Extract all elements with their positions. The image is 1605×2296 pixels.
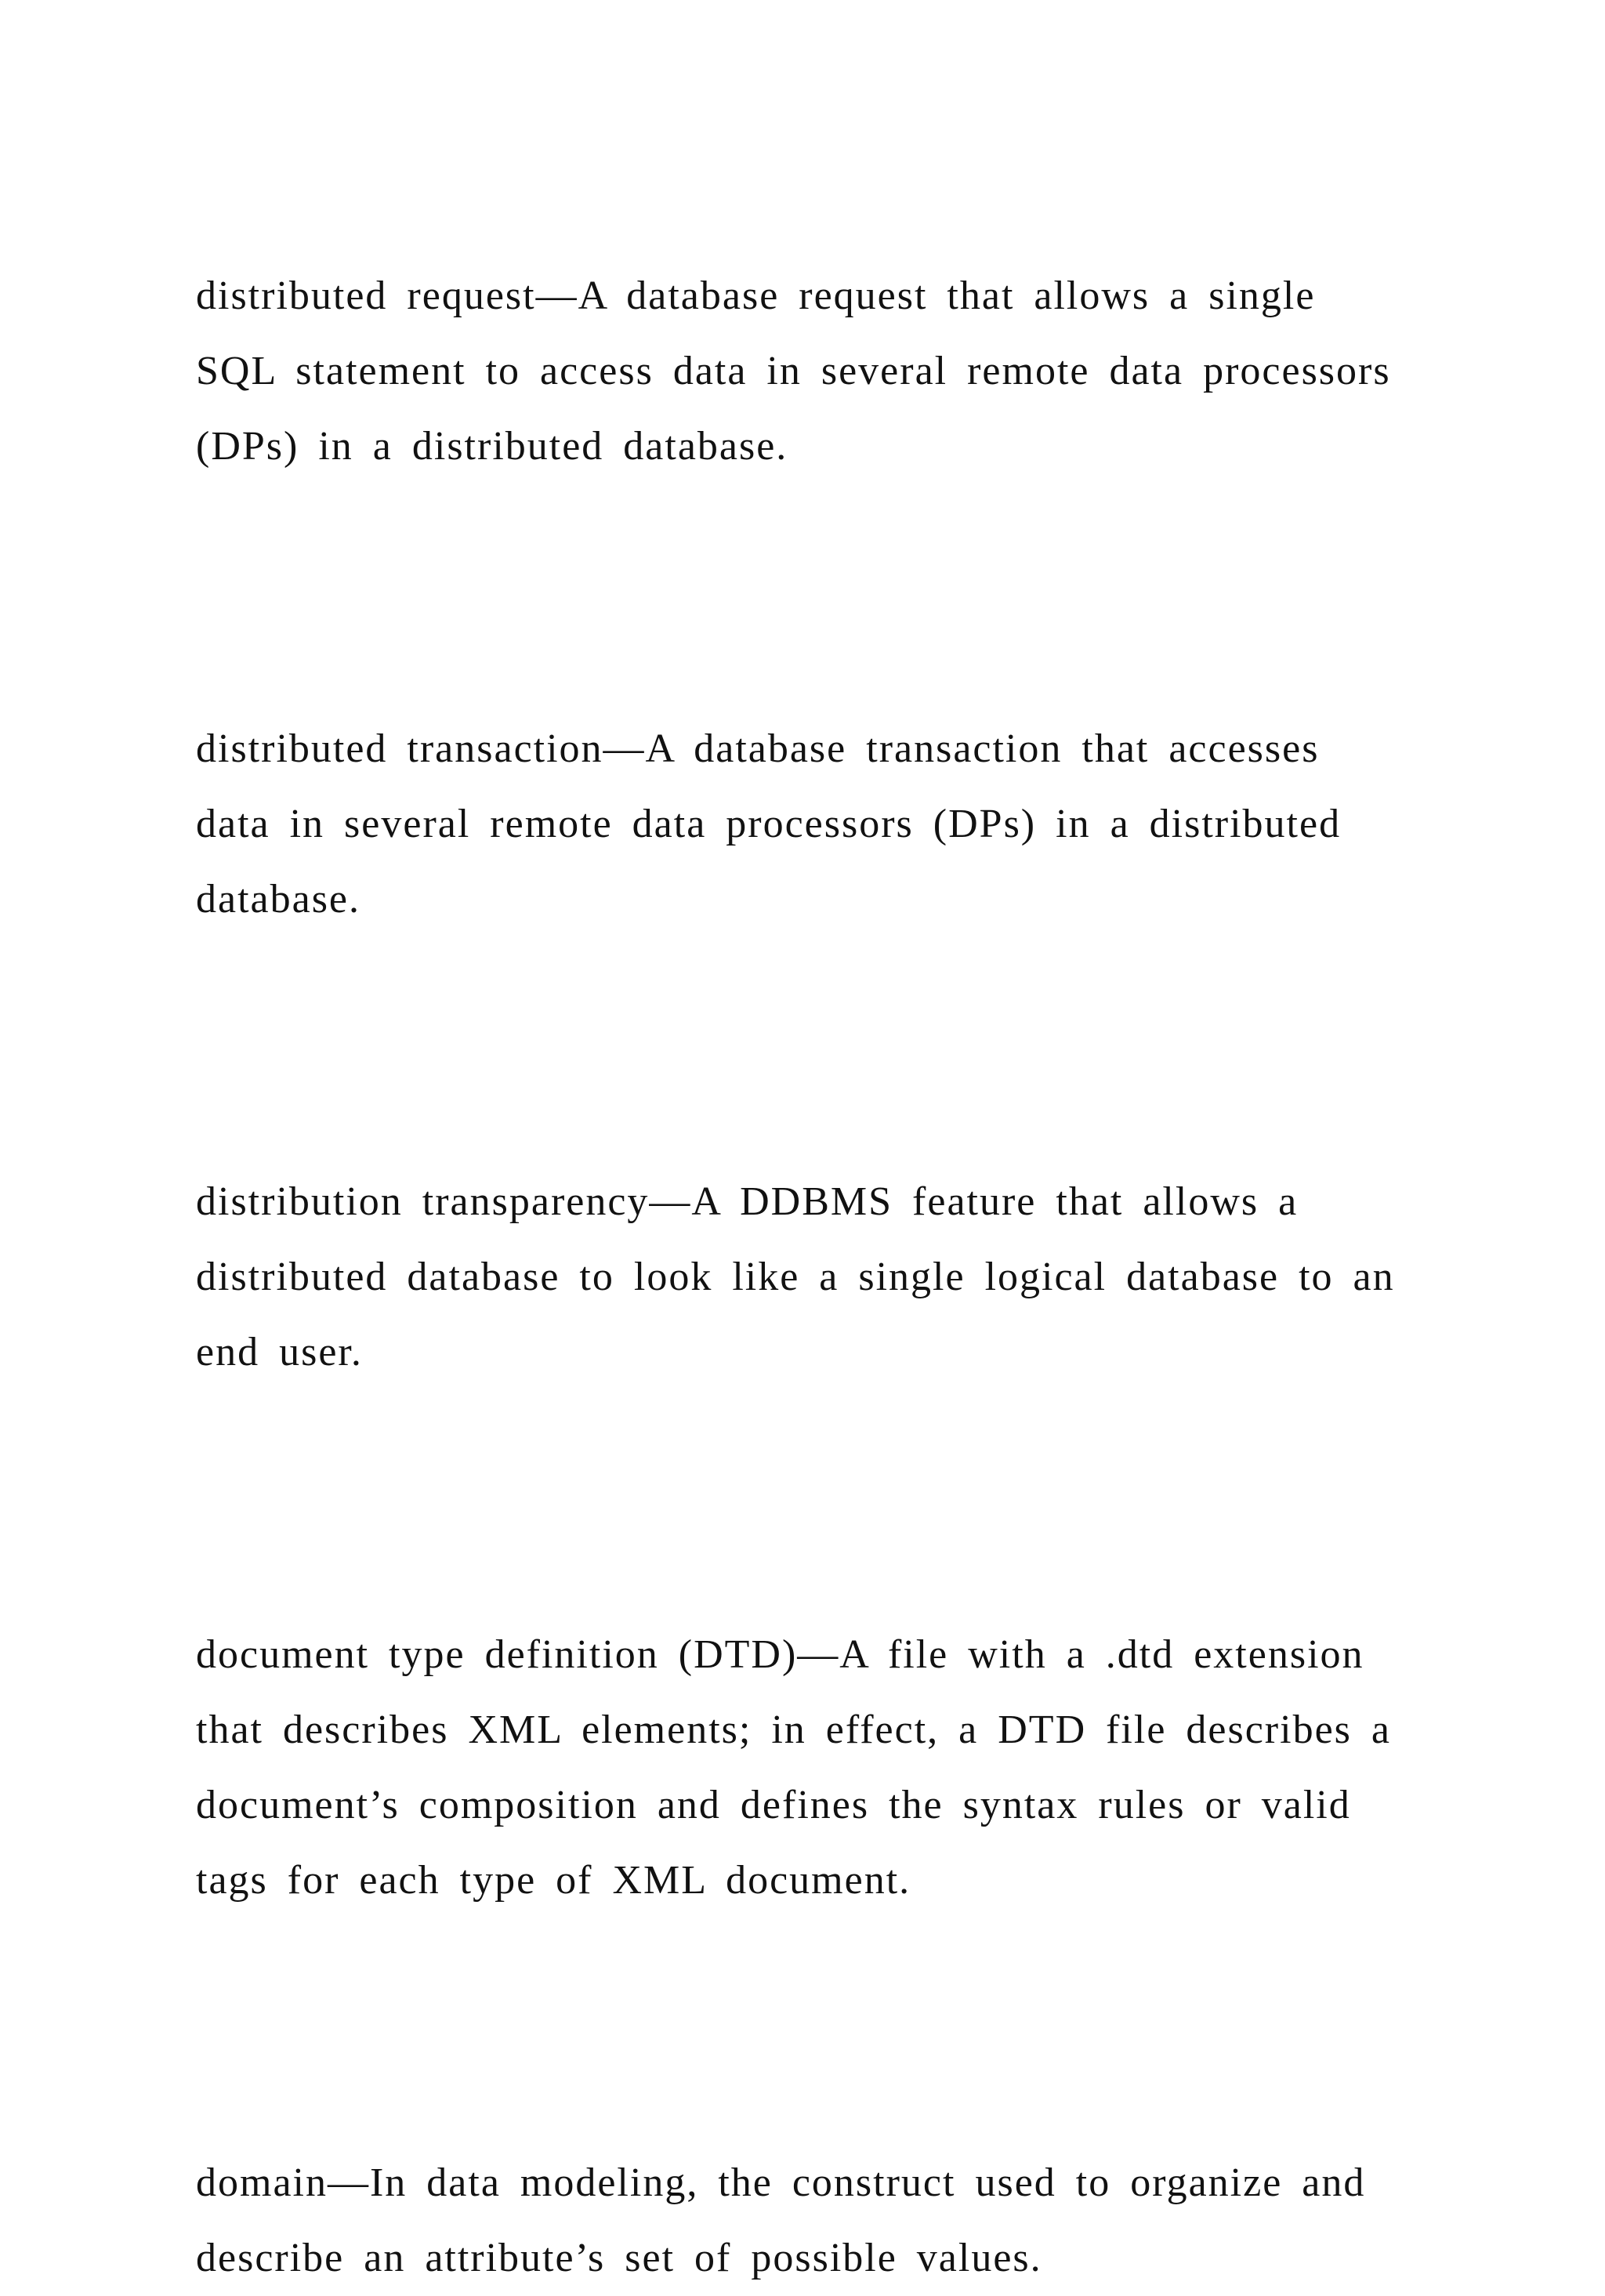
entry-text-line: document’s composition and defines the syntax rules or valid — [196, 1783, 1351, 1827]
entry-text-line: data in several remote data processors (DPs) in a distributed — [196, 802, 1342, 846]
entry-text-line: (DPs) in a distributed database. — [196, 424, 788, 469]
glossary-entry-distribution-transparency — [196, 1164, 1418, 1390]
entry-text-line: distributed database to look like a single logical database to an — [196, 1255, 1395, 1299]
entry-text-line: distribution transparency—A DDBMS feature that allows a — [196, 1179, 1299, 1224]
entry-text-line: domain—In data modeling, the construct used to organize and — [196, 2160, 1366, 2205]
entry-text-line: describe an attribute’s set of possible values. — [196, 2236, 1042, 2280]
entry-text-line: tags for each type of XML document. — [196, 1858, 911, 1903]
glossary-entry-document-type-definition — [196, 1617, 1418, 1918]
entry-text-line: document type definition (DTD)—A file with a .dtd extension — [196, 1632, 1364, 1677]
entry-text-line: distributed request—A database request that allows a single — [196, 273, 1316, 318]
entry-text-line: SQL statement to access data in several remote data processors — [196, 349, 1391, 393]
entry-text-line: database. — [196, 877, 361, 922]
entry-text-line: that describes XML elements; in effect, a DTD file describes a — [196, 1708, 1391, 1752]
entry-text-line: end user. — [196, 1330, 363, 1374]
glossary-list — [196, 259, 1418, 2296]
glossary-entry-distributed-transaction — [196, 712, 1418, 937]
glossary-entry-domain — [196, 2146, 1418, 2296]
glossary-entry-distributed-request — [196, 259, 1418, 484]
entry-text-line: distributed transaction—A database transaction that accesses — [196, 726, 1320, 771]
